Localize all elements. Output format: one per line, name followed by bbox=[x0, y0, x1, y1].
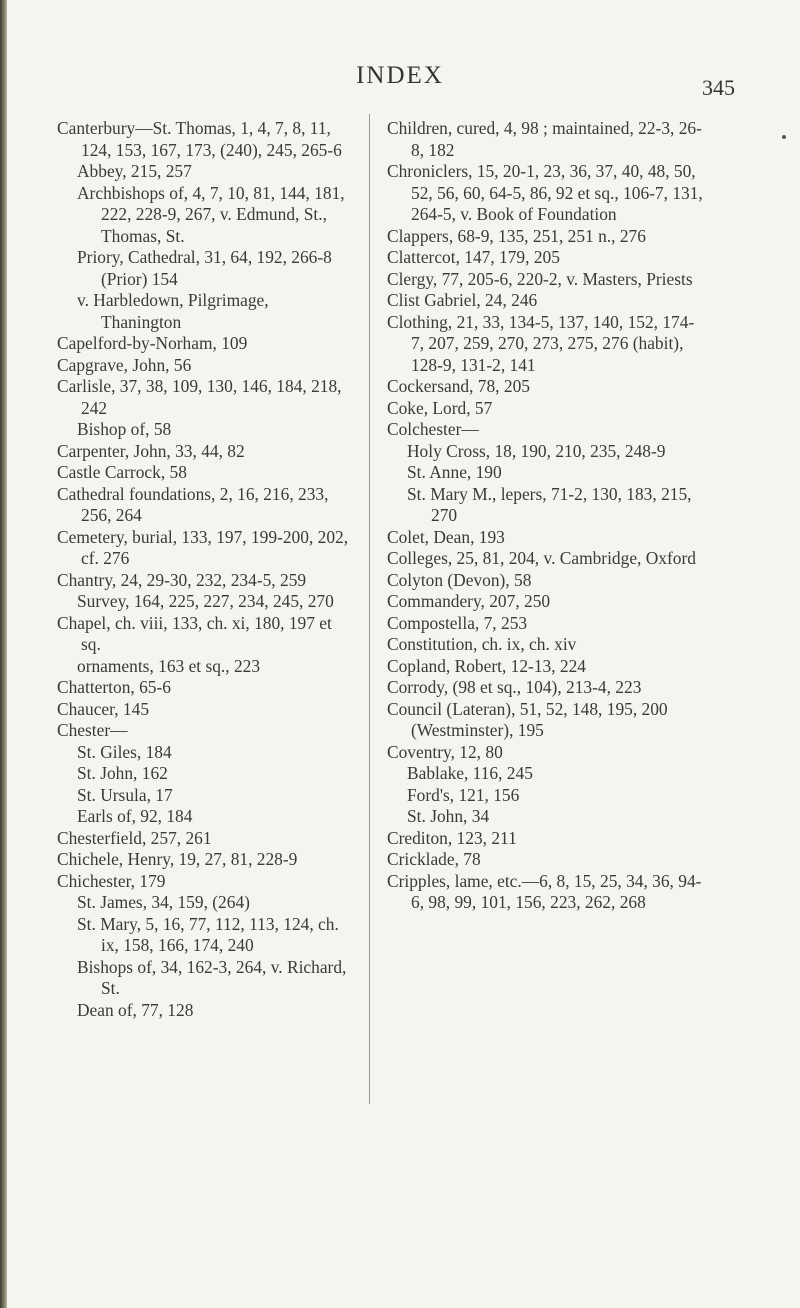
index-entry: Colleges, 25, 81, 204, v. Cambridge, Oxford bbox=[387, 548, 696, 568]
index-subentry: Bishops of, 34, 162-3, 264, v. Richard, St. bbox=[77, 956, 347, 998]
index-entry: Clist Gabriel, 24, 246 bbox=[387, 290, 538, 310]
index-entry: Coventry, 12, 80 bbox=[387, 741, 503, 762]
index-subentry: ornaments, 163 et sq., 223 bbox=[77, 655, 261, 676]
index-entry: Cripples, lame, etc.—6, 8, 15, 25, 34, 36, 94-6, 98, 99, 101, 156, 223, 262, 268 bbox=[387, 870, 702, 912]
index-entry: Cricklade, 78 bbox=[387, 849, 481, 869]
index-entry: Chesterfield, 257, 261 bbox=[57, 827, 212, 848]
index-entry: Clappers, 68-9, 135, 251, 251 n., 276 bbox=[387, 225, 646, 246]
index-entry: Colyton (Devon), 58 bbox=[387, 569, 532, 590]
index-entry: Colchester— bbox=[387, 419, 479, 439]
index-subentry: St. John, 34 bbox=[407, 806, 490, 826]
page-title: INDEX bbox=[356, 62, 444, 89]
index-entry: Clergy, 77, 205-6, 220-2, v. Masters, Priests bbox=[387, 268, 693, 289]
index-subentry: Ford's, 121, 156 bbox=[407, 784, 520, 805]
index-entry: Council (Lateran), 51, 52, 148, 195, 200 (Westminster), 195 bbox=[387, 698, 668, 740]
index-subentry: Holy Cross, 18, 190, 210, 235, 248-9 bbox=[407, 440, 666, 461]
index-column-right bbox=[387, 118, 707, 914]
index-entry: Chichester, 179 bbox=[57, 870, 166, 891]
index-subentry: Bishop of, 58 bbox=[77, 419, 172, 439]
index-entry: Capelford-by-Norham, 109 bbox=[57, 333, 248, 353]
index-subentry: v. Harbledown, Pilgrimage, Thanington bbox=[77, 290, 269, 332]
index-entry: Compostella, 7, 253 bbox=[387, 612, 528, 633]
index-entry: Capgrave, John, 56 bbox=[57, 354, 192, 375]
page-binding-edge bbox=[0, 0, 7, 1308]
index-entry: Cemetery, burial, 133, 197, 199-200, 202, cf. 276 bbox=[57, 526, 349, 568]
index-entry: Clothing, 21, 33, 134-5, 137, 140, 152, 174-7, 207, 259, 270, 273, 275, 276 (habit), 128-9, 131-2, 141 bbox=[387, 311, 695, 375]
index-entry: Copland, Robert, 12-13, 224 bbox=[387, 655, 587, 676]
index-subentry: Survey, 164, 225, 227, 234, 245, 270 bbox=[77, 591, 334, 611]
index-entry: Canterbury—St. Thomas, 1, 4, 7, 8, 11, 124, 153, 167, 173, (240), 245, 265-6 bbox=[57, 118, 342, 160]
index-entry: Chatterton, 65-6 bbox=[57, 677, 171, 697]
index-subentry: St. John, 162 bbox=[77, 763, 168, 783]
index-entry: Chichele, Henry, 19, 27, 81, 228-9 bbox=[57, 849, 298, 869]
index-entry: Coke, Lord, 57 bbox=[387, 397, 493, 418]
index-entry: Chantry, 24, 29-30, 232, 234-5, 259 bbox=[57, 569, 307, 590]
index-subentry: St. Ursula, 17 bbox=[77, 784, 173, 805]
index-subentry: St. James, 34, 159, (264) bbox=[77, 892, 250, 912]
index-entry: Cathedral foundations, 2, 16, 216, 233, 256, 264 bbox=[57, 483, 329, 525]
index-entry: Corrody, (98 et sq., 104), 213-4, 223 bbox=[387, 677, 642, 697]
index-entry: Commandery, 207, 250 bbox=[387, 591, 551, 611]
ink-speck bbox=[782, 135, 786, 139]
index-column-left bbox=[57, 118, 349, 1021]
index-subentry: Priory, Cathedral, 31, 64, 192, 266-8 (Prior) 154 bbox=[77, 247, 332, 289]
index-entry: Carpenter, John, 33, 44, 82 bbox=[57, 440, 245, 461]
index-entry: Castle Carrock, 58 bbox=[57, 462, 187, 482]
index-subentry: St. Mary M., lepers, 71-2, 130, 183, 215, 270 bbox=[407, 483, 692, 525]
column-divider bbox=[369, 114, 370, 1104]
index-entry: Clattercot, 147, 179, 205 bbox=[387, 247, 560, 267]
index-entry: Children, cured, 4, 98 ; maintained, 22-3, 26-8, 182 bbox=[387, 118, 702, 160]
index-entry: Chester— bbox=[57, 720, 128, 740]
index-subentry: St. Mary, 5, 16, 77, 112, 113, 124, ch. ix, 158, 166, 174, 240 bbox=[77, 913, 339, 955]
index-entry: Colet, Dean, 193 bbox=[387, 526, 505, 547]
index-subentry: Archbishops of, 4, 7, 10, 81, 144, 181, 222, 228-9, 267, v. Edmund, St., Thomas, St. bbox=[77, 182, 345, 246]
index-entry: Chroniclers, 15, 20-1, 23, 36, 37, 40, 48, 50, 52, 56, 60, 64-5, 86, 92 et sq., 106-7, 131, 264-5, v. Book of Foundation bbox=[387, 161, 703, 224]
index-entry: Chaucer, 145 bbox=[57, 698, 150, 719]
index-entry: Constitution, ch. ix, ch. xiv bbox=[387, 634, 577, 654]
index-subentry: Dean of, 77, 128 bbox=[77, 999, 194, 1020]
index-entry: Carlisle, 37, 38, 109, 130, 146, 184, 218, 242 bbox=[57, 376, 342, 418]
index-entry: Crediton, 123, 211 bbox=[387, 827, 517, 848]
page-number: 345 bbox=[702, 75, 735, 100]
index-subentry: Abbey, 215, 257 bbox=[77, 161, 192, 181]
index-entry: Chapel, ch. viii, 133, ch. xi, 180, 197 et sq. bbox=[57, 612, 332, 654]
index-entry: Cockersand, 78, 205 bbox=[387, 376, 530, 396]
index-subentry: Earls of, 92, 184 bbox=[77, 806, 193, 826]
index-subentry: Bablake, 116, 245 bbox=[407, 763, 533, 783]
index-subentry: St. Anne, 190 bbox=[407, 462, 502, 482]
index-subentry: St. Giles, 184 bbox=[77, 741, 172, 762]
